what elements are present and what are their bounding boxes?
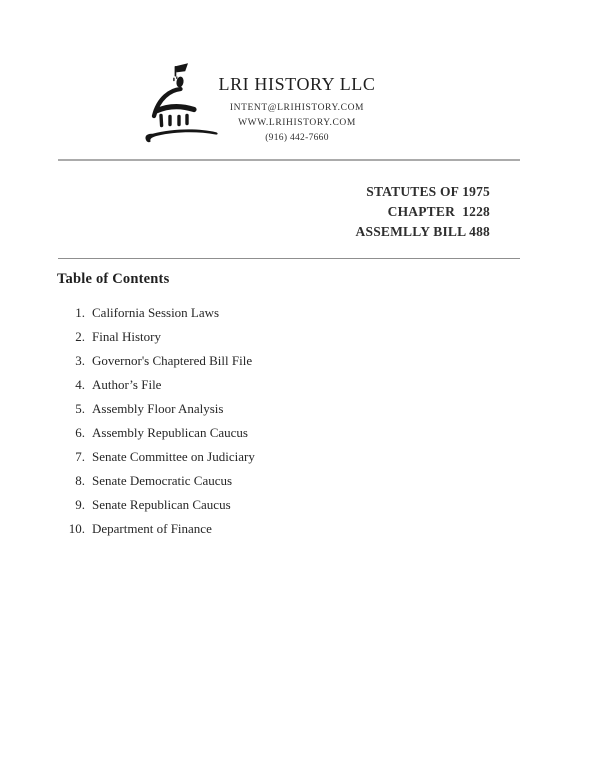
- toc-item-label: Author’s File: [92, 377, 162, 392]
- toc-item: [57, 373, 255, 397]
- toc-item-number: 3.: [75, 353, 85, 368]
- toc-item-number: 2.: [75, 329, 85, 344]
- toc-item: [57, 301, 255, 325]
- phone-number: (916) 442-7660: [265, 133, 329, 143]
- toc-item-label: Governor's Chaptered Bill File: [92, 353, 253, 368]
- chapter-line: CHAPTER 1228: [387, 204, 490, 219]
- email-address: INTENT@LRIHISTORY.COM: [229, 103, 365, 113]
- divider-bottom: [58, 258, 520, 259]
- toc-item-label: Senate Democratic Caucus: [92, 473, 233, 488]
- website-url: WWW.LRIHISTORY.COM: [238, 118, 356, 128]
- company-name: LRI HISTORY LLC: [218, 74, 376, 94]
- toc-item-label: Assembly Republican Caucus: [92, 425, 248, 440]
- toc-item-label: Assembly Floor Analysis: [92, 401, 224, 416]
- toc-item: [57, 397, 255, 421]
- toc-item-number: 9.: [75, 497, 85, 512]
- toc-item-number: 7.: [75, 449, 85, 464]
- letterhead-text: [167, 74, 427, 146]
- toc-item: [57, 517, 255, 541]
- toc-item-label: Senate Committee on Judiciary: [92, 449, 255, 464]
- bill-reference-block: [356, 182, 490, 242]
- toc-item-label: Department of Finance: [92, 521, 212, 536]
- toc-item-number: 5.: [75, 401, 85, 416]
- toc-item-number: 4.: [75, 377, 85, 392]
- toc-item: [57, 325, 255, 349]
- divider-top: [58, 159, 520, 161]
- toc-list: [57, 301, 255, 541]
- toc-item: [57, 421, 255, 445]
- toc-item: [57, 349, 255, 373]
- toc-item-number: 1.: [75, 305, 85, 320]
- toc-item-label: California Session Laws: [92, 305, 220, 320]
- toc-item-label: Senate Republican Caucus: [92, 497, 231, 512]
- toc-item-number: 6.: [75, 425, 85, 440]
- toc-item-label: Final History: [92, 329, 161, 344]
- toc-item-number: 8.: [75, 473, 85, 488]
- toc-item: [57, 493, 255, 517]
- toc-item-number: 10.: [68, 521, 85, 536]
- toc-title: Table of Contents: [57, 271, 170, 287]
- statutes-line: STATUTES OF 1975: [366, 184, 490, 199]
- assembly-bill-line: ASSEMLLY BILL 488: [355, 224, 490, 239]
- toc-item: [57, 445, 255, 469]
- toc-item: [57, 469, 255, 493]
